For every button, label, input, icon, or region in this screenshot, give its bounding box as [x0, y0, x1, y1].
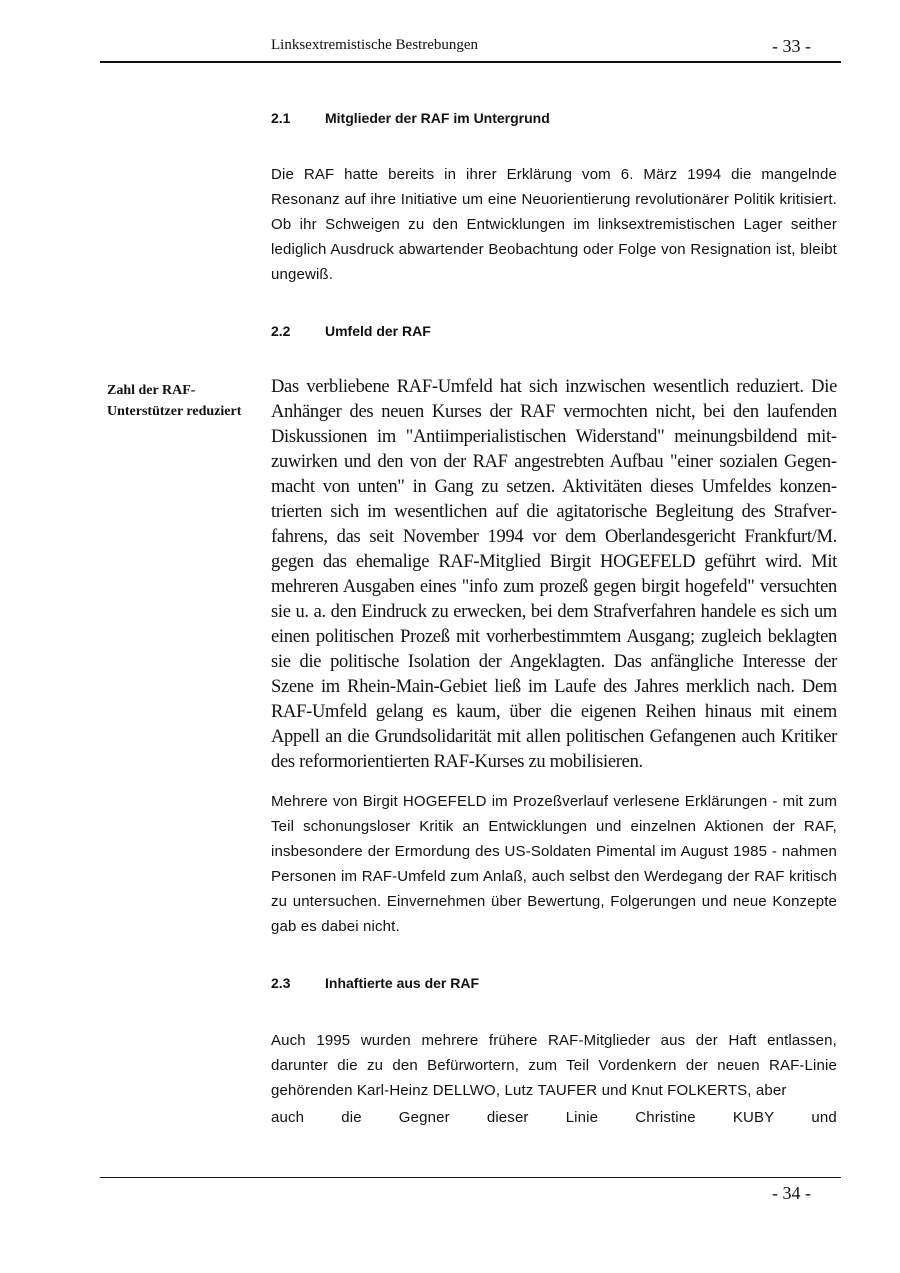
paragraph-4: Auch 1995 wurden mehrere frühere RAF-Mitglieder aus der Haft entlassen, darunter die zu den Befürwortern, zum Teil Vordenkern der neuen RAF-Linie gehörenden Karl-Heinz DELLWO, Lutz TAUFER und Knut FOLKERTS, aber [271, 1032, 837, 1099]
word: Christine [635, 1109, 696, 1126]
word: und [811, 1109, 837, 1126]
paragraph-3: Mehrere von Birgit HOGEFELD im Prozeßverlauf verlesene Erklärungen - mit zum Teil schonungsloser Kritik an Entwicklungen und einzelnen Aktionen der RAF, insbesondere der Ermordung des US-Soldaten Pimental im August 1985 - nahmen Personen im RAF-Umfeld zum Anlaß, auch selbst den Werdegang der RAF kritisch zu untersuchen. Einvernehmen über Bewertung, Folgerungen und neue Konzepte gab es dabei nicht. [271, 793, 837, 935]
paragraph-4-last-line [271, 1105, 837, 1130]
word: Linie [565, 1109, 599, 1126]
section-title: Mitglieder der RAF im Untergrund [325, 110, 550, 126]
section-number: 2.1 [271, 110, 291, 126]
margin-note: Zahl der RAF-Unterstützer reduziert [107, 383, 242, 419]
section-number: 2.3 [271, 975, 291, 991]
footer-rule [100, 1177, 841, 1178]
section-heading-2-2 [271, 323, 431, 339]
section-title: Umfeld der RAF [325, 323, 431, 339]
word: Gegner [398, 1109, 450, 1126]
header-rule [100, 61, 841, 63]
paragraph-1: Die RAF hatte bereits in ihrer Erklärung vom 6. März 1994 die mangelnde Resonanz auf ihre Initiative um eine Neuorientierung revolutionärer Politik kritisiert. Ob ihr Schweigen zu den Entwicklungen im linksextremistischen Lager seither lediglich Ausdruck abwartender Beobachtung oder Folge von Resignation ist, bleibt ungewiß. [271, 166, 837, 283]
running-head: Linksextremistische Bestrebungen [271, 37, 479, 53]
word: auch [271, 1109, 305, 1126]
paragraph-2: Das verbliebene RAF-Umfeld hat sich inzwischen wesentlich reduziert. Die Anhänger des neuen Kurses der RAF vermochten nicht, bei den laufenden Diskussionen im "Antiimperialistischen Widerstand" meinungsbildend mitzuwirken und den von der RAF angestrebten Aufbau "einer sozialen Gegenmacht von unten" in Gang zu setzen. Aktivitäten dieses Umfeldes konzentrierten sich im wesentlichen auf die agitatorische Begleitung des Strafverfahrens, das seit November 1994 vor dem Oberlandesgericht Frankfurt/M. gegen das ehemalige RAF-Mitglied Birgit HOGEFELD geführt wird. Mit mehreren Ausgaben eines "info zum prozeß gegen birgit hogefeld" versuchten sie u. a. den Eindruck zu erwecken, bei dem Strafverfahren handele es sich um einen politischen Prozeß mit vorherbestimmtem Ausgang; zugleich beklagten sie die politische Isolation der Angeklagten. Das anfängliche Interesse der Szene im Rhein-Main-Gebiet ließ im Laufe des Jahres merklich nach. Dem RAF-Umfeld gelang es kaum, über die eigenen Reihen hinaus mit einem Appell an die Grundsolidarität mit allen politischen Gefangenen auch Kritiker des reformorientierten RAF-Kurses zu mobilisieren. [271, 377, 837, 772]
word: KUBY [732, 1109, 775, 1126]
section-title: Inhaftierte aus der RAF [325, 975, 480, 991]
section-heading-2-3 [271, 975, 479, 991]
page-number-bottom: - 34 - [772, 1183, 811, 1203]
page-number-top: - 33 - [772, 36, 811, 56]
section-heading-2-1 [271, 110, 550, 126]
word: dieser [486, 1109, 529, 1126]
word: die [341, 1109, 362, 1126]
section-number: 2.2 [271, 323, 291, 339]
